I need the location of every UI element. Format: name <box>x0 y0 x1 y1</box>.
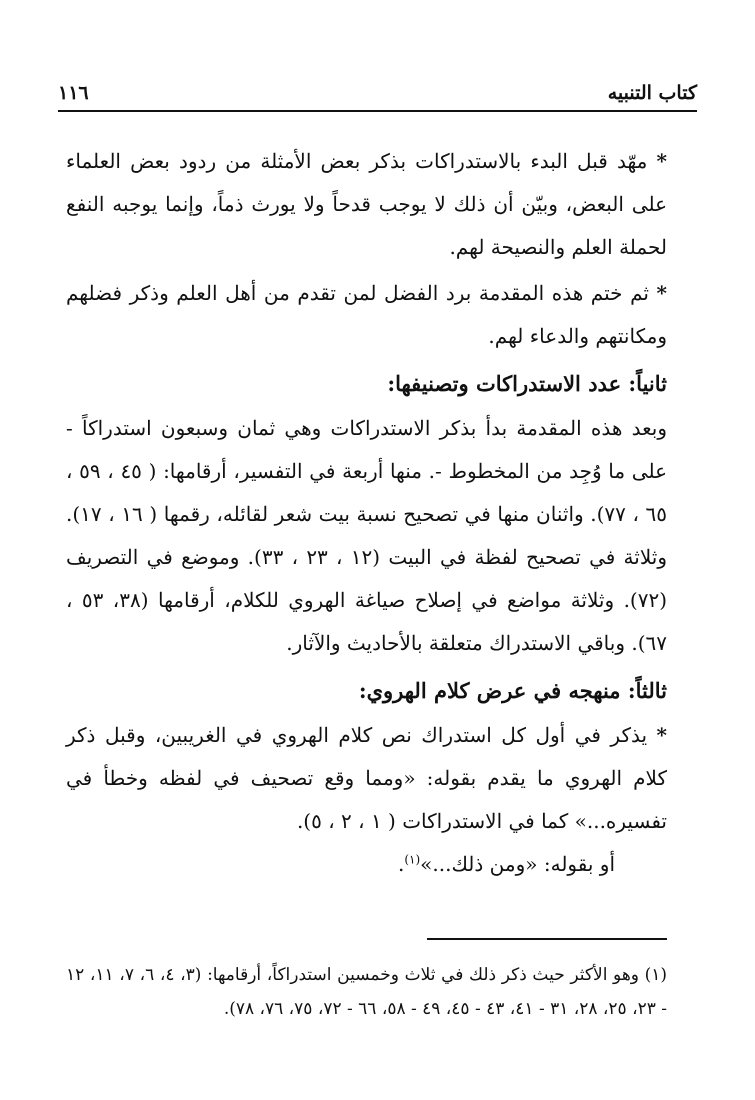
section-heading-second: ثانياً: عدد الاستدراكات وتصنيفها: <box>387 371 667 396</box>
bullet-star: * <box>656 149 668 173</box>
main-text <box>66 140 667 886</box>
section-heading-third: ثالثاً: منهجه في عرض كلام الهروي: <box>358 678 667 703</box>
paragraph-3: وبعد هذه المقدمة بدأ بذكر الاستدراكات وهي ثمان وسبعون استدراكاً - على ما وُجِد من المخطوط -. منها أربعة في التفسير، أرقامها: ( ٤٥ ، ٥٩ ، ٦٥ ، ٧٧). واثنان منها في تصحيح نسبة بيت شعر لقائله، رقمها ( ١٦ ، ١٧). وثلاثة في تصحيح لفظة في البيت (١٢ ، ٢٣ ، ٣٣). وموضع في التصريف (٧٢). وثلاثة مواضع في إصلاح صياغة الهروي للكلام، أرقامها (٣٨، ٥٣ ، ٦٧). وباقي الاستدراك متعلقة بالأحاديث والآثار. <box>66 416 668 655</box>
paragraph-5-text: أو بقوله: «ومن ذلك...» <box>420 852 615 876</box>
footnote-separator <box>427 938 667 940</box>
running-title: كتاب التنبيه <box>607 82 697 104</box>
footnote-reference: (١) <box>404 852 421 867</box>
page-number: ١١٦ <box>58 82 89 104</box>
bullet-star: * <box>656 723 667 747</box>
page-header <box>58 70 697 112</box>
paragraph-2 <box>66 272 667 358</box>
bullet-star: * <box>656 281 668 305</box>
paragraph-4-text: يذكر في أول كل استدراك نص كلام الهروي في الغريبين، وقبل ذكر كلام الهروي ما يقدم بقوله: «ومما وقع تصحيف في لفظه وخطأ في تفسيره...» كما في الاستدراكات ( ١ ، ٢ ، ٥). <box>66 723 667 833</box>
paragraph-1-text: مهّد قبل البدء بالاستدراكات بذكر بعض الأمثلة من ردود بعض العلماء على البعض، وبيّن أن ذلك لا يوجب قدحاً ولا يورث ذماً، وإنما يوجبه النفع لحملة العلم والنصيحة لهم. <box>66 149 667 259</box>
paragraph-5-end: . <box>397 852 405 876</box>
footnote-1-text: (١) وهو الأكثر حيث ذكر ذلك في ثلاث وخمسين استدراكاً، أرقامها: (٣، ٤، ٦، ٧، ١١، ١٢ - ٢٣، ٢٥، ٢٨، ٣١ - ٤١، ٤٣ - ٤٥، ٤٩ - ٥٨، ٦٦ - ٧٢، ٧٥، ٧٦، ٧٨). <box>66 965 668 1019</box>
paragraph-4 <box>66 714 667 843</box>
paragraph-2-text: ثم ختم هذه المقدمة برد الفضل لمن تقدم من أهل العلم وذكر فضلهم ومكانتهم والدعاء لهم. <box>66 281 667 348</box>
paragraph-5 <box>66 843 667 886</box>
paragraph-1 <box>66 140 667 269</box>
footnote <box>66 958 667 1026</box>
